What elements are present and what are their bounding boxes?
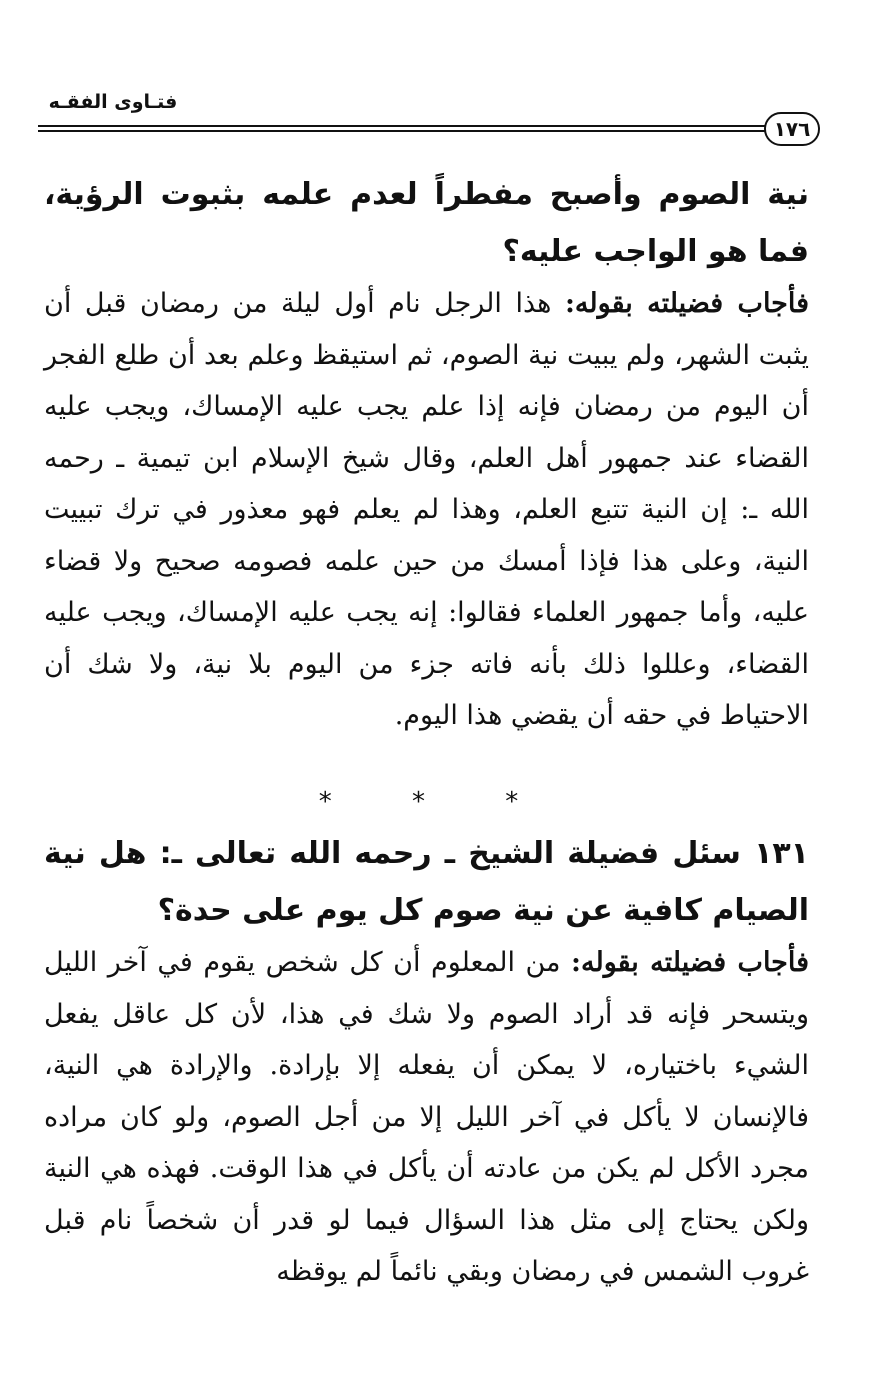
answer-lead-2: فأجاب فضيلته بقوله:: [571, 947, 809, 978]
answer-paragraph-2: [44, 937, 809, 1298]
running-header-title: فتـاوى الفقـه: [48, 91, 178, 113]
fatwa-131-question: ١٣١ سئل فضيلة الشيخ ـ رحمه الله تعالى ـ: هل نية الصيام كافية عن نية صوم كل يوم على حدة؟: [44, 836, 809, 928]
question-continuation: نية الصوم وأصبح مفطراً لعدم علمه بثبوت الرؤية، فما هو الواجب عليه؟: [44, 177, 809, 269]
answer-lead-1: فأجاب فضيلته بقوله:: [564, 288, 809, 319]
section-separator: * * *: [318, 787, 555, 817]
answer-paragraph-1: [44, 278, 809, 742]
answer-text-2: من المعلوم أن كل شخص يقوم في آخر الليل ويتسحر فإنه قد أراد الصوم ولا شك في هذا، لأن كل عاقل يفعل الشيء باختياره، لا يمكن أن يفعله إلا بإرادة. والإرادة هي النية، فالإنسان لا يأكل في آخر الليل إلا من أجل الصوم، ولو كان مراده مجرد الأكل لم يكن من عادته أن يأكل في هذا الوقت. فهذه هي النية ولكن يحتاج إلى مثل هذا السؤال فيما لو قدر أن شخصاً نام قبل غروب الشمس في رمضان وبقي نائماً لم يوقظه: [44, 947, 809, 1287]
page-number-badge: ١٧٦: [764, 112, 820, 146]
header-double-rule: [38, 124, 766, 134]
answer-text-1: هذا الرجل نام أول ليلة من رمضان قبل أن يثبت الشهر، ولم يبيت نية الصوم، ثم استيقظ وعلم بعد أن طلع الفجر أن اليوم من رمضان فإنه إذا علم يجب عليه الإمساك، ويجب عليه القضاء عند جمهور أهل العلم، وقال شيخ الإسلام ابن تيمية ـ رحمه الله ـ: إن النية تتبع العلم، وهذا لم يعلم فهو معذور في ترك تبييت النية، وعلى هذا فإذا أمسك من حين علمه فصومه صحيح ولا قضاء عليه، وأما جمهور العلماء فقالوا: إنه يجب عليه الإمساك، ويجب عليه القضاء، وعللوا ذلك بأنه فاته جزء من اليوم بلا نية، ولا شك أن الاحتياط في حقه أن يقضي هذا اليوم.: [44, 288, 809, 731]
